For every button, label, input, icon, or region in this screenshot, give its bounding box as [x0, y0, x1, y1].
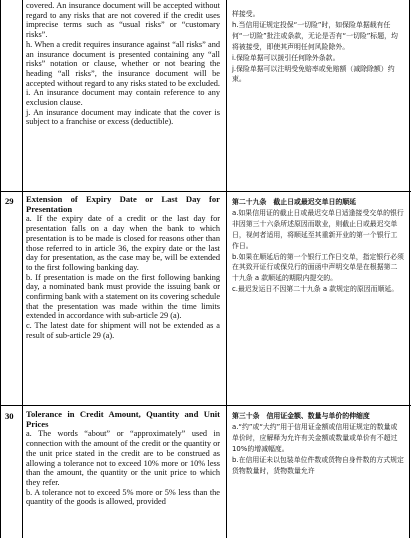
chinese-paragraph: a.“约”或“大约”用于信用证金额或信用证规定的数量或单价时，应解释为允许有关金额或数量或单价有不超过 10%的增减幅度。	[232, 422, 398, 453]
english-text-cell	[26, 410, 220, 507]
english-paragraph: a. The words “about” or “approximately” used in connection with the amount of the credit or the quantity or the unit price stated in the credit are to be construed as allowing a tolerance not to exceed 10% more or 10% less than the amount, the quantity or the unit price to which they refer.	[26, 429, 221, 487]
table-rule	[0, 0, 1, 538]
table-rule	[0, 405, 411, 406]
english-paragraph: covered. An insurance document will be accepted without regard to any risks that are not covered if the credit uses imprecise terms such as “usual risks” or “customary risks”.	[26, 1, 220, 40]
chinese-paragraph: b.如果在顺延后的第一个银行工作日交单，指定银行必须在其致开证行或保兑行的面函中声明交单是在根据第二十九条 a 款顺延的期限内提交的。	[232, 252, 404, 283]
chinese-paragraph: h.当信用证规定投保“一切险”时，如保险单据载有任何“一切险”批注或条款，无论是否有“一切险”标题，均将被接受，即使其声明任何风险除外。	[232, 20, 398, 51]
english-paragraph: a. If the expiry date of a credit or the last day for presentation falls on a day when the bank to which presentation is to be made is closed for reasons other than those referred to in article 36, the expiry date or the last day for presentation, as the case may be, will be extended to the first following banking day.	[26, 214, 220, 272]
table-rule	[22, 0, 23, 538]
english-heading: Extension of Expiry Date or Last Day for Presentation	[26, 194, 220, 214]
chinese-paragraph: c.最迟发运日不因第二十九条 a 款规定的原因而顺延。	[232, 285, 399, 294]
table-rule	[226, 0, 227, 538]
chinese-heading: 第三十条 信用证金额、数量与单价的伸缩度	[232, 412, 370, 420]
english-text-cell	[26, 195, 220, 341]
article-number: 30	[5, 411, 14, 421]
english-paragraph: j. An insurance document may indicate that the cover is subject to a franchise or excess (deductible).	[26, 107, 220, 127]
article-number: 29	[5, 196, 14, 206]
chinese-text-cell	[232, 9, 404, 85]
chinese-heading: 第二十九条 截止日或最迟交单日的顺延	[232, 198, 357, 206]
chinese-paragraph: 样接受。	[232, 10, 260, 18]
chinese-paragraph: i.保险单据可以援引任何除外条款。	[232, 53, 340, 62]
english-heading: Tolerance in Credit Amount, Quantity and Unit Prices	[26, 409, 220, 429]
chinese-text-cell	[232, 411, 404, 476]
chinese-text-cell	[232, 197, 404, 295]
english-paragraph: c. The latest date for shipment will not be extended as a result of sub-article 29 (a).	[26, 321, 220, 340]
table-rule	[409, 0, 410, 538]
table-row	[0, 0, 411, 190]
english-paragraph: i. An insurance document may contain reference to any exclusion clause.	[26, 88, 220, 108]
chinese-paragraph: b.在信用证未以包装单位件数或货物自身件数的方式规定货物数量时，货物数量允许	[232, 455, 404, 475]
chinese-paragraph: a.如果信用证的截止日或最迟交单日适逢接受交单的银行非因第三十六条所述原因而歇业，则截止日或最迟交单日，视何者适用，将顺延至其重新开业的第一个银行工作日。	[232, 208, 404, 250]
english-paragraph: b. A tolerance not to exceed 5% more or 5% less than the quantity of the goods is allowed, provided	[26, 487, 220, 507]
english-paragraph: h. When a credit requires insurance against “all risks” and an insurance document is presented containing any “all risks” notation or clause, whether or not bearing the heading “all risks”, the insurance document will be accepted without regard to any risks stated to be excluded.	[26, 39, 220, 88]
table-rule	[0, 191, 411, 192]
chinese-paragraph: j.保险单据可以注明受免赔率或免赔额（减除除额）约束。	[232, 64, 395, 84]
table-row	[0, 192, 411, 405]
english-text-cell	[26, 1, 220, 127]
english-paragraph: b. If presentation is made on the first following banking day, a nominated bank must provide the issuing bank or confirming bank with a statement on its covering schedule that the presentation was made within the time limits extended in accordance with sub-article 29 (a).	[26, 272, 221, 321]
watermark-overlay	[312, 511, 404, 533]
